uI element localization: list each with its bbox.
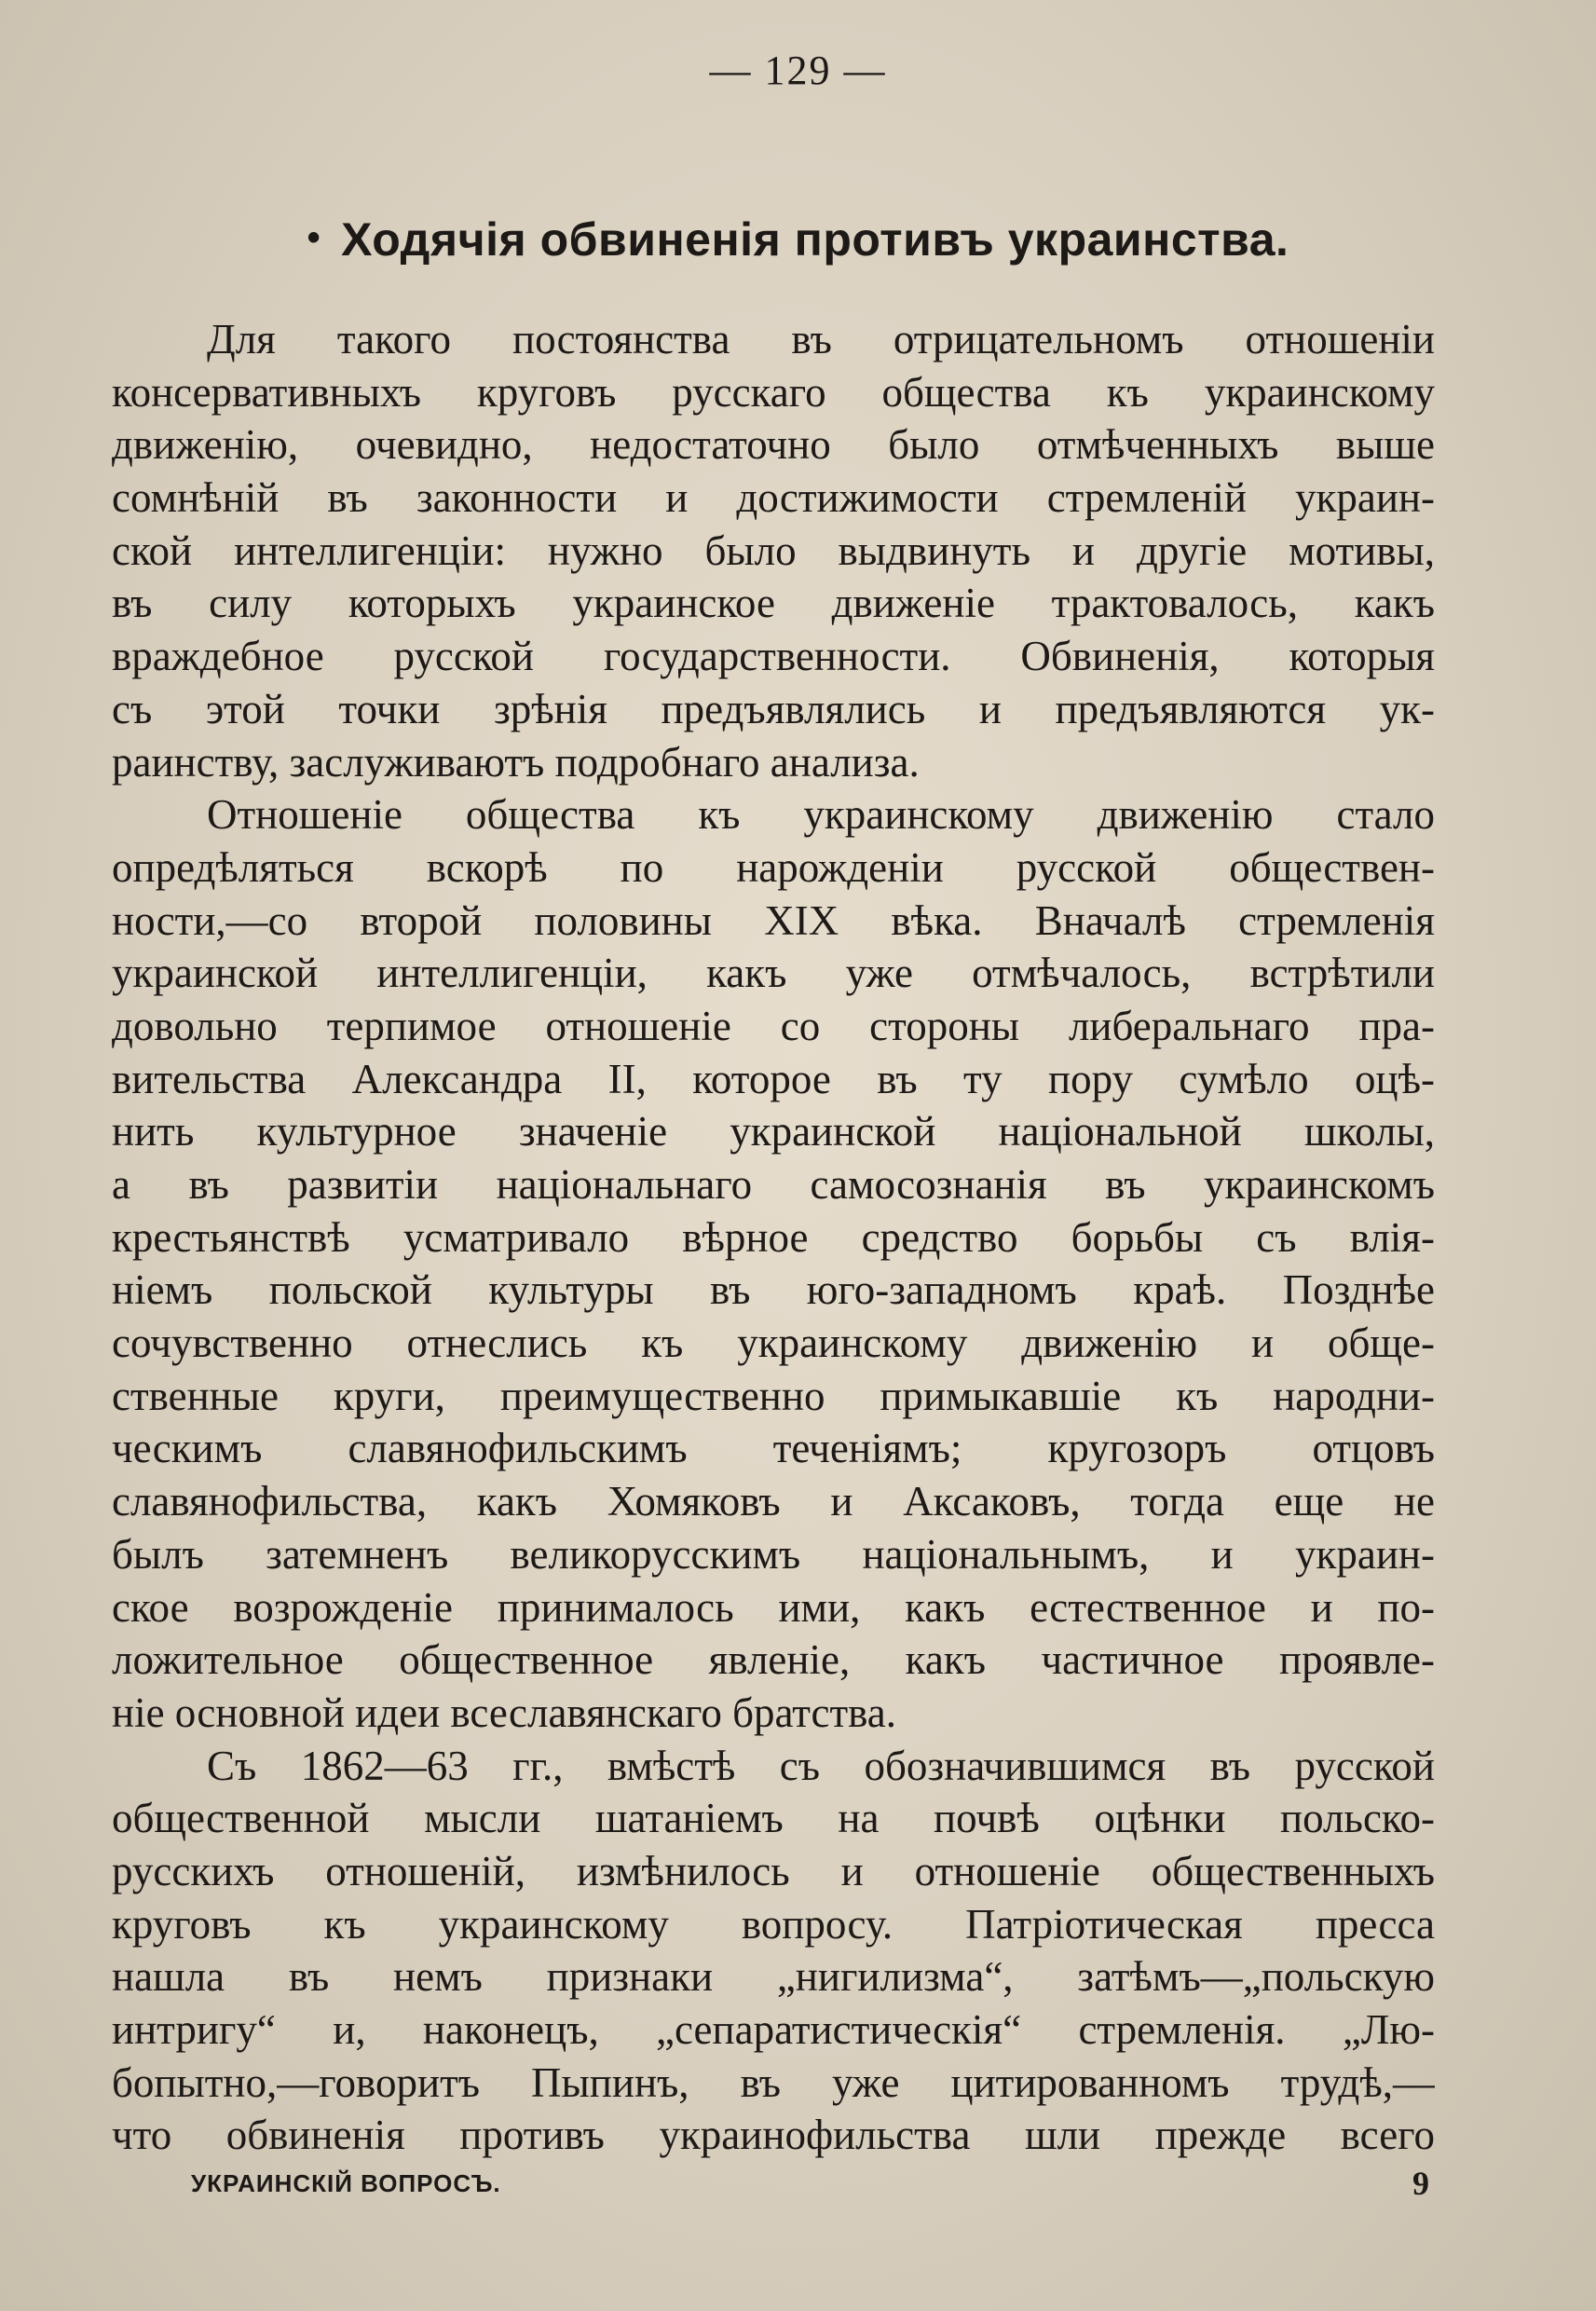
heading-bullet: • (307, 217, 321, 258)
page-number: — 129 — (709, 48, 887, 93)
heading-title: Ходячія обвиненія противъ украинства. (341, 213, 1289, 266)
text-line: бопытно,—говоритъ Пыпинъ, въ уже цитированномъ трудѣ,— (112, 2058, 1435, 2106)
text-line: ственные круги, преимущественно примыкавшіе къ народни- (112, 1372, 1435, 1419)
text-line: ніемъ польской культуры въ юго-западномъ краѣ. Позднѣе (112, 1266, 1435, 1314)
text-line: былъ затемненъ великорусскимъ національнымъ, и украин- (112, 1530, 1435, 1578)
text-line: сомнѣній въ законности и достижимости стремленій украин- (112, 474, 1435, 522)
text-line: ской интеллигенціи: нужно было выдвинуть и другіе мотивы, (112, 526, 1435, 574)
page-footer (191, 2165, 1430, 2202)
text-line: Отношеніе общества къ украинскому движенію стало (207, 791, 1435, 839)
text-line: въ силу которыхъ украинское движеніе трактовалось, какъ (112, 580, 1435, 627)
text-line: опредѣляться вскорѣ по нарожденіи русской обществен- (112, 843, 1435, 891)
text-line: ніе основной идеи всеславянскаго братства. (112, 1689, 897, 1736)
text-line: ское возрожденіе принималось ими, какъ естественное и по- (112, 1583, 1435, 1631)
text-line: ности,—со второй половины XIX вѣка. Вначалѣ стремленія (112, 896, 1435, 944)
text-line: ческимъ славянофильскимъ теченіямъ; кругозоръ отцовъ (112, 1425, 1435, 1472)
running-title: УКРАИНСКІЙ ВОПРОСЪ. (191, 2169, 501, 2197)
text-line: а въ развитіи національнаго самосознанія въ украинскомъ (112, 1161, 1435, 1208)
text-line: ложительное общественное явленіе, какъ частичное проявле- (112, 1636, 1435, 1684)
text-line: съ этой точки зрѣнія предъявлялись и предъявляются ук- (112, 685, 1435, 732)
text-line: что обвиненія противъ украинофильства шли прежде всего (112, 2112, 1435, 2159)
text-line: Съ 1862—63 гг., вмѣстѣ съ обозначившимся въ русской (207, 1742, 1435, 1789)
text-line: движенію, очевидно, недостаточно было отмѣченныхъ выше (112, 421, 1435, 469)
body-text (112, 313, 1435, 2162)
text-line: украинской интеллигенціи, какъ уже отмѣчалось, встрѣтили (112, 950, 1435, 997)
text-line: крестьянствѣ усматривало вѣрное средство борьбы съ влія- (112, 1213, 1435, 1261)
text-line: нашла въ немъ признаки „нигилизма“, затѣмъ—„польскую (112, 1953, 1435, 2001)
text-line: сочувственно отнеслись къ украинскому движенію и обще- (112, 1320, 1435, 1367)
text-line: круговъ къ украинскому вопросу. Патріотическая пресса (112, 1900, 1435, 1948)
text-line: раинству, заслуживаютъ подробнаго анализа. (112, 738, 920, 786)
text-line: интригу“ и, наконецъ, „сепаратистическія“ стремленія. „Лю- (112, 2006, 1435, 2053)
text-line: враждебное русской государственности. Обвиненія, которыя (112, 633, 1435, 680)
text-line: вительства Александра II, которое въ ту пору сумѣло оцѣ- (112, 1055, 1435, 1102)
text-line: Для такого постоянства въ отрицательномъ отношеніи (207, 316, 1435, 362)
text-line: славянофильства, какъ Хомяковъ и Аксаковъ, тогда еще не (112, 1478, 1435, 1525)
text-line: общественной мысли шатаніемъ на почвѣ оцѣнки польско- (112, 1795, 1435, 1842)
text-line: консервативныхъ круговъ русскаго общества къ украинскому (112, 368, 1435, 416)
text-line: нить культурное значеніе украинской національной школы, (112, 1108, 1435, 1156)
text-line: довольно терпимое отношеніе со стороны либеральнаго пра- (112, 1002, 1435, 1049)
signature-mark: 9 (1412, 2165, 1430, 2202)
chapter-heading (0, 212, 1596, 267)
text-line: русскихъ отношеній, измѣнилось и отношеніе общественныхъ (112, 1847, 1435, 1894)
